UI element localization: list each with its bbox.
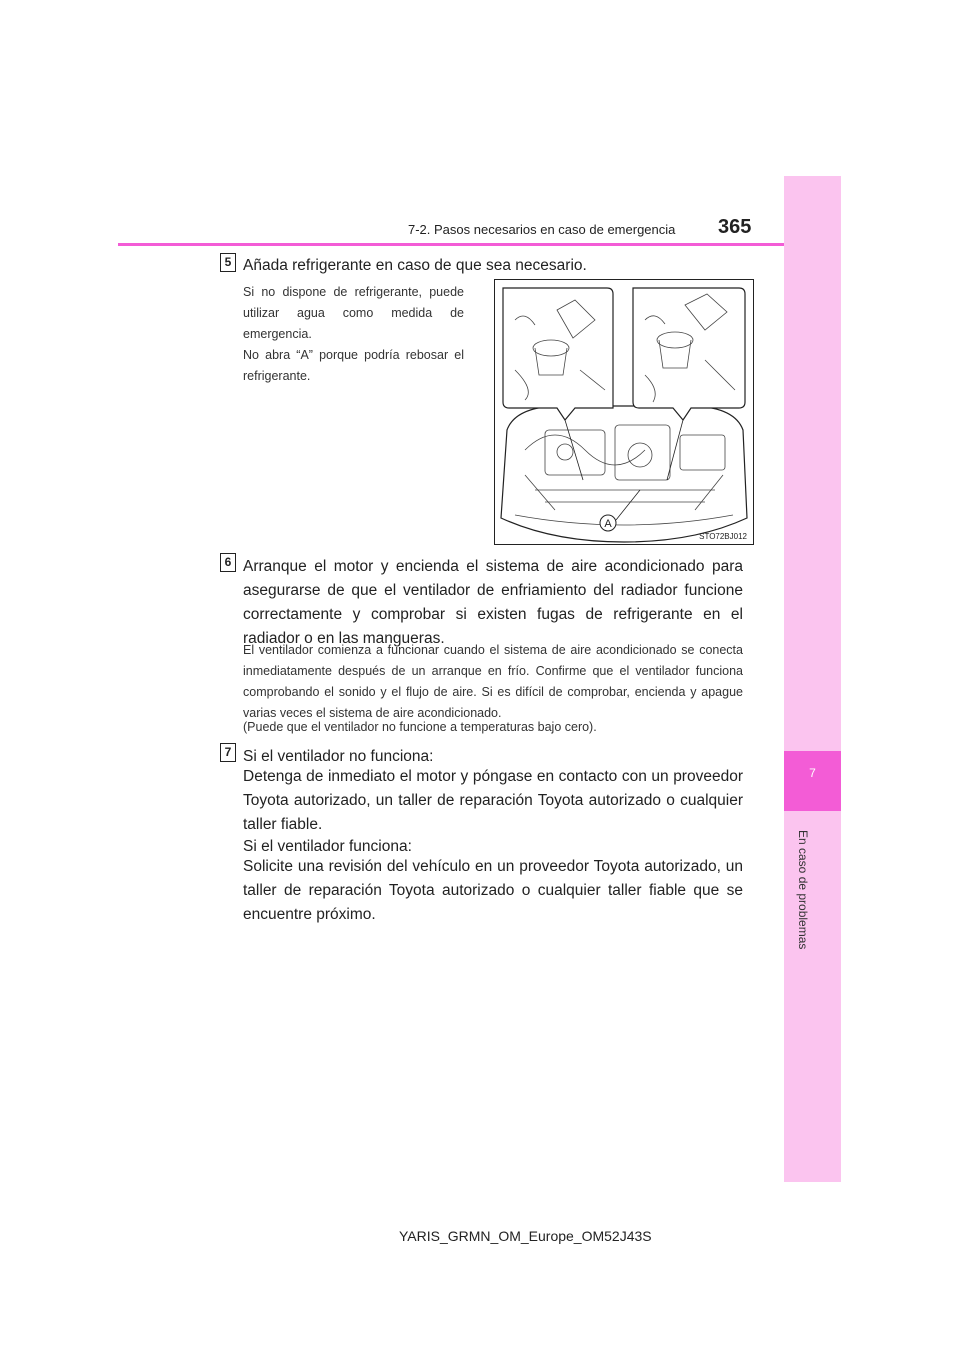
engine-bay-illustration xyxy=(495,280,753,544)
chapter-side-tab xyxy=(784,176,841,1182)
chapter-marker xyxy=(784,751,841,811)
step-7-case-2-title: Si el ventilador funciona: xyxy=(243,838,412,855)
step-number-5: 5 xyxy=(220,253,236,272)
coolant-figure xyxy=(494,279,754,545)
step-5-text: Añada refrigerante en caso de que sea necesario. xyxy=(243,257,587,274)
step-6-text: Arranque el motor y encienda el sistema de aire acondicionado para asegurarse de que el ventilador de enfriamiento del radiador funcione correctamente y comprobar si existen fugas de refrigerante en el radiador o en las mangueras. xyxy=(243,558,743,647)
chapter-title: En caso de problemas xyxy=(796,830,810,950)
step-6-note-2: (Puede que el ventilador no funcione a temperaturas bajo cero). xyxy=(243,720,597,734)
page-number: 365 xyxy=(718,216,752,238)
step-7-case-1-body: Detenga de inmediato el motor y póngase en contacto con un proveedor Toyota autorizado, un taller de reparación Toyota autorizado o cualquier taller fiable. xyxy=(243,768,743,833)
step-number-7: 7 xyxy=(220,743,236,762)
step-7-case-2-body: Solicite una revisión del vehículo en un proveedor Toyota autorizado, un taller de reparación Toyota autorizado o cualquier taller fiable que se encuentre próximo. xyxy=(243,858,743,923)
step-5-note-2: No abra “A” porque podría rebosar el refrigerante. xyxy=(243,348,464,383)
step-6-note: El ventilador comienza a funcionar cuando el sistema de aire acondicionado se conecta inmediatamente después de un arranque en frío. Confirme que el ventilador funciona comprobando el sonido y el flujo de aire. Si es difícil de comprobar, encienda y apague varias veces el sistema de aire acondicionado. xyxy=(243,643,743,720)
section-title: 7-2. Pasos necesarios en caso de emergencia xyxy=(408,222,676,237)
step-7-case-1-title: Si el ventilador no funciona: xyxy=(243,748,434,765)
header-rule xyxy=(118,243,784,246)
footer-code: YARIS_GRMN_OM_Europe_OM52J43S xyxy=(399,1228,652,1244)
callout-a-label: A xyxy=(604,518,612,530)
chapter-number: 7 xyxy=(809,766,816,780)
step-5-note-1: Si no dispone de refrigerante, puede utilizar agua como medida de emergencia. xyxy=(243,285,464,341)
figure-code: STO72BJ012 xyxy=(699,532,747,541)
step-number-6: 6 xyxy=(220,553,236,572)
